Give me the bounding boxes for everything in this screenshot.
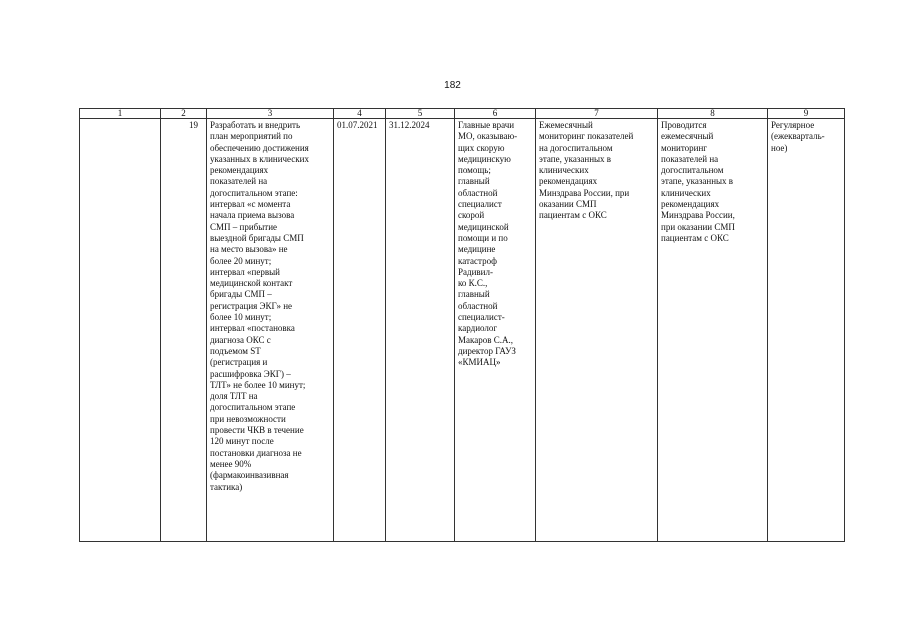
column-header-6: 6: [455, 109, 536, 119]
periodicity-cell: Регулярное (ежекварталь- ное): [768, 119, 845, 542]
page-number: 182: [444, 80, 461, 91]
column-header-1: 1: [80, 109, 161, 119]
column-header-8: 8: [658, 109, 768, 119]
column-header-2: 2: [161, 109, 207, 119]
end-date-cell: 31.12.2024: [386, 119, 455, 542]
column-header-9: 9: [768, 109, 845, 119]
table-header-row: [80, 109, 845, 119]
start-date-cell: 01.07.2021: [334, 119, 386, 542]
measure-description-cell: Разработать и внедрить план мероприятий по обеспечению достижения указанных в клинических рекомендациях показателей на догоспитальном этапе: интервал «с момента начала приема вызова СМП – прибытие выездной бригады СМП на место вызова» не более 20 минут; интервал «первый медицинской контакт бригады СМП – регистрация ЭКГ» не более 10 минут; интервал «постановка диагноза ОКС с подъемом ST (регистрация и расшифровка ЭКГ) – ТЛТ» не более 10 минут; доля ТЛТ на догоспитальном этапе при невозможности провести ЧКВ в течение 120 минут после постановки диагноза не менее 90% (фармакоинвазивная тактика): [207, 119, 334, 542]
responsible-persons-cell: Главные врачи МО, оказываю- щих скорую медицинскую помощь; главный областной специалист скорой медицинской помощи и по медицине катастроф Радивил- ко К.С., главный областной специалист- кардиолог Макаров С.А., директор ГАУЗ «КМИАЦ»: [455, 119, 536, 542]
section-cell: [80, 119, 161, 542]
plan-table: [79, 108, 845, 542]
actual-result-cell: Проводится ежемесячный мониторинг показателей на догоспитальном этапе, указанных в клинических рекомендациях Минздрава России, при оказании СМП пациентам с ОКС: [658, 119, 768, 542]
table-row: [80, 119, 845, 542]
column-header-7: 7: [536, 109, 658, 119]
item-number-cell: 19: [161, 119, 207, 542]
expected-result-cell: Ежемесячный мониторинг показателей на догоспитальном этапе, указанных в клинических рекомендациях Минздрава России, при оказании СМП пациентам с ОКС: [536, 119, 658, 542]
column-header-3: 3: [207, 109, 334, 119]
column-header-4: 4: [334, 109, 386, 119]
column-header-5: 5: [386, 109, 455, 119]
